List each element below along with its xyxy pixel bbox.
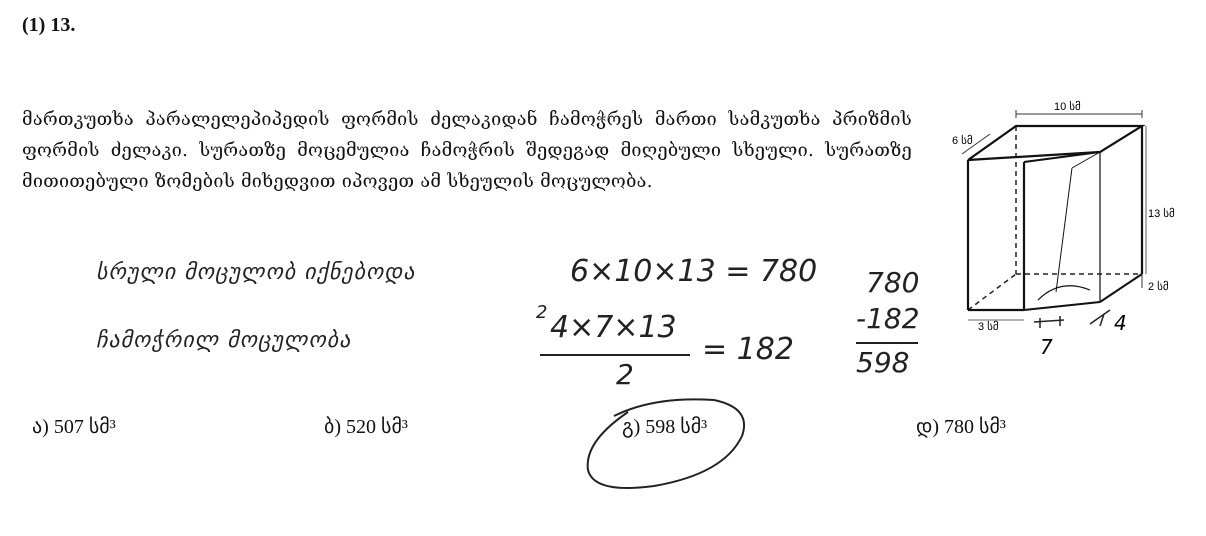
hand-fig-seven: 7 (1040, 335, 1053, 359)
prism-top-face (968, 126, 1142, 160)
hand-fraction-bar (540, 354, 690, 356)
hand-note-line2: ჩამოჭრილ მოცულობა (96, 328, 352, 353)
hand-sub-result: 598 (856, 346, 910, 379)
hand-fig-four: 4 (1114, 311, 1127, 335)
option-b[interactable]: ბ) 520 სმ³ (324, 416, 408, 438)
hand-sub-bar (856, 342, 918, 344)
prism-figure (940, 92, 1206, 362)
option-g[interactable]: გ) 598 სმ³ (622, 416, 708, 438)
option-a[interactable]: ა) 507 სმ³ (32, 416, 116, 438)
handwritten-work (80, 240, 950, 400)
label-top: 10 სმ (1054, 101, 1081, 113)
hand-calc-result: = 182 (702, 332, 794, 367)
label-height: 13 სმ (1148, 208, 1175, 220)
label-cut-height: 2 სმ (1148, 281, 1169, 293)
hand-calc-numerator: 4×7×13 (550, 310, 677, 345)
hand-calc-denominator: 2 (616, 358, 634, 391)
option-d[interactable]: დ) 780 სმ³ (916, 416, 1006, 438)
hand-calc-line1: 6×10×13 = 780 (570, 254, 818, 289)
hand-sub-top: 780 (866, 266, 920, 299)
selected-answer-circle (584, 396, 754, 496)
hand-calc-small-two: 2 (536, 302, 548, 323)
hand-note-line1: სრული მოცულობ იქნებოდა (96, 260, 416, 285)
problem-number: (1) 13. (22, 14, 76, 36)
label-depth: 6 სმ (952, 135, 973, 147)
hand-sub-mid: -182 (856, 302, 920, 335)
label-bottom: 3 სმ (978, 321, 999, 333)
problem-statement: მართკუთხა პარალელეპიპედის ფორმის ძელაკიდან ჩამოჭრეს მართი სამკუთხა პრიზმის ფორმის ძელაკი. სურათზე მოცემულია ჩამოჭრის შედეგად მიღებული სხეული. სურათზე მითითებული ზომების მიხედვით იპოვეთ ამ სხეულის მოცულობა. (22, 109, 912, 192)
